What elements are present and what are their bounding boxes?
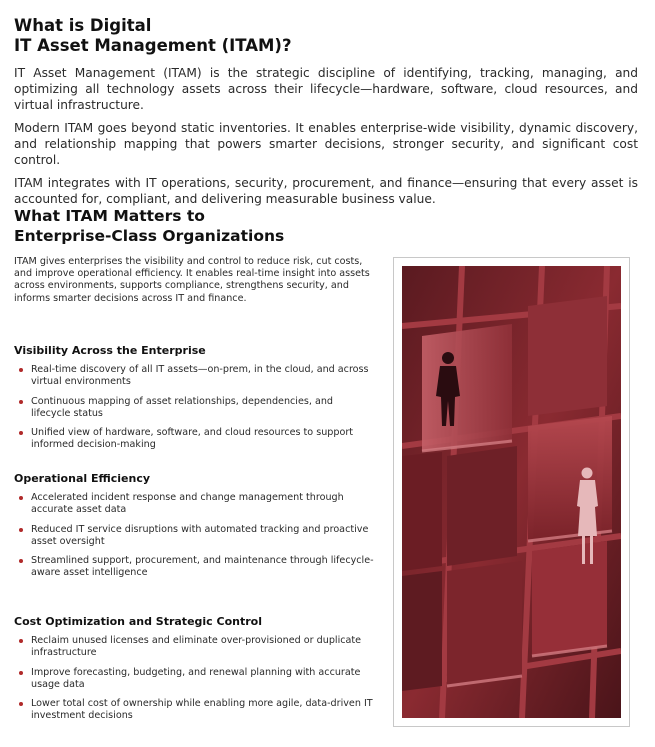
list-item	[14, 635, 374, 660]
bullet-icon	[19, 496, 23, 500]
list-item-text: Reclaim unused licenses and eliminate over-provisioned or duplicate infrastructure	[31, 635, 362, 659]
list-item	[14, 555, 374, 580]
bullet-icon	[19, 671, 23, 675]
list-item-text: Improve forecasting, budgeting, and renewal planning with accurate usage data	[31, 666, 361, 690]
bullet-icon	[19, 639, 23, 643]
list-item	[14, 492, 374, 517]
intro-paragraph: ITAM integrates with IT operations, security, procurement, and finance—ensuring that every asset is accounted for, compliant, and delivering measurable business value.	[14, 176, 638, 206]
list-item	[14, 524, 374, 549]
bullet-icon	[19, 702, 23, 706]
section-operational-efficiency	[14, 472, 374, 587]
bullet-icon	[19, 431, 23, 435]
lead-paragraph: ITAM gives enterprises the visibility and control to reduce risk, cut costs, and improve operational efficiency. It enables real-time insight into assets across environments, supports compliance, strengthens security, and informs smarter decisions across IT and finance.	[14, 256, 370, 304]
section-visibility	[14, 344, 374, 459]
list-item	[14, 667, 374, 692]
bullet-list	[14, 364, 374, 452]
page-title-line-2: IT Asset Management (ITAM)?	[14, 36, 292, 55]
bullet-list	[14, 635, 374, 723]
business-people-photo	[402, 266, 621, 718]
bullet-icon	[19, 400, 23, 404]
list-item	[14, 427, 374, 452]
list-item	[14, 396, 374, 421]
bullet-icon	[19, 559, 23, 563]
section-title: Cost Optimization and Strategic Control	[14, 615, 262, 628]
list-item-text: Real-time discovery of all IT assets—on-prem, in the cloud, and across virtual environments	[31, 364, 369, 388]
list-item	[14, 698, 374, 723]
list-item	[14, 364, 374, 389]
bullet-icon	[19, 368, 23, 372]
list-item-text: Accelerated incident response and change management through accurate asset data	[31, 492, 344, 516]
section-title: Visibility Across the Enterprise	[14, 344, 206, 357]
list-item-text: Unified view of hardware, software, and cloud resources to support informed decision-making	[31, 427, 354, 451]
intro-paragraph: Modern ITAM goes beyond static inventories. It enables enterprise-wide visibility, dynamic discovery, and relationship mapping that powers smarter decisions, stronger security, and significant cost control.	[14, 121, 638, 167]
list-item-text: Continuous mapping of asset relationships, dependencies, and lifecycle status	[31, 395, 334, 419]
page-title-line-1: What is Digital	[14, 16, 152, 35]
section-heading	[14, 207, 434, 246]
list-item-text: Lower total cost of ownership while enabling more agile, data-driven IT investment decisions	[31, 698, 373, 722]
intro-text	[14, 65, 638, 214]
photo-frame	[393, 257, 630, 727]
section-heading-line-2: Enterprise-Class Organizations	[14, 226, 285, 245]
bullet-list	[14, 492, 374, 580]
intro-paragraph: IT Asset Management (ITAM) is the strategic discipline of identifying, tracking, managing, and optimizing all technology assets across their lifecycle—hardware, software, cloud resources, and virtual infrastructure.	[14, 66, 638, 112]
list-item-text: Reduced IT service disruptions with automated tracking and proactive asset oversight	[31, 523, 369, 547]
list-item-text: Streamlined support, procurement, and maintenance through lifecycle-aware asset intelligence	[31, 555, 374, 579]
section-cost-optimization	[14, 615, 374, 730]
bullet-icon	[19, 528, 23, 532]
section-title: Operational Efficiency	[14, 472, 151, 485]
page-title	[14, 16, 434, 56]
photo-illustration	[402, 266, 621, 718]
section-heading-line-1: What ITAM Matters to	[14, 207, 205, 225]
